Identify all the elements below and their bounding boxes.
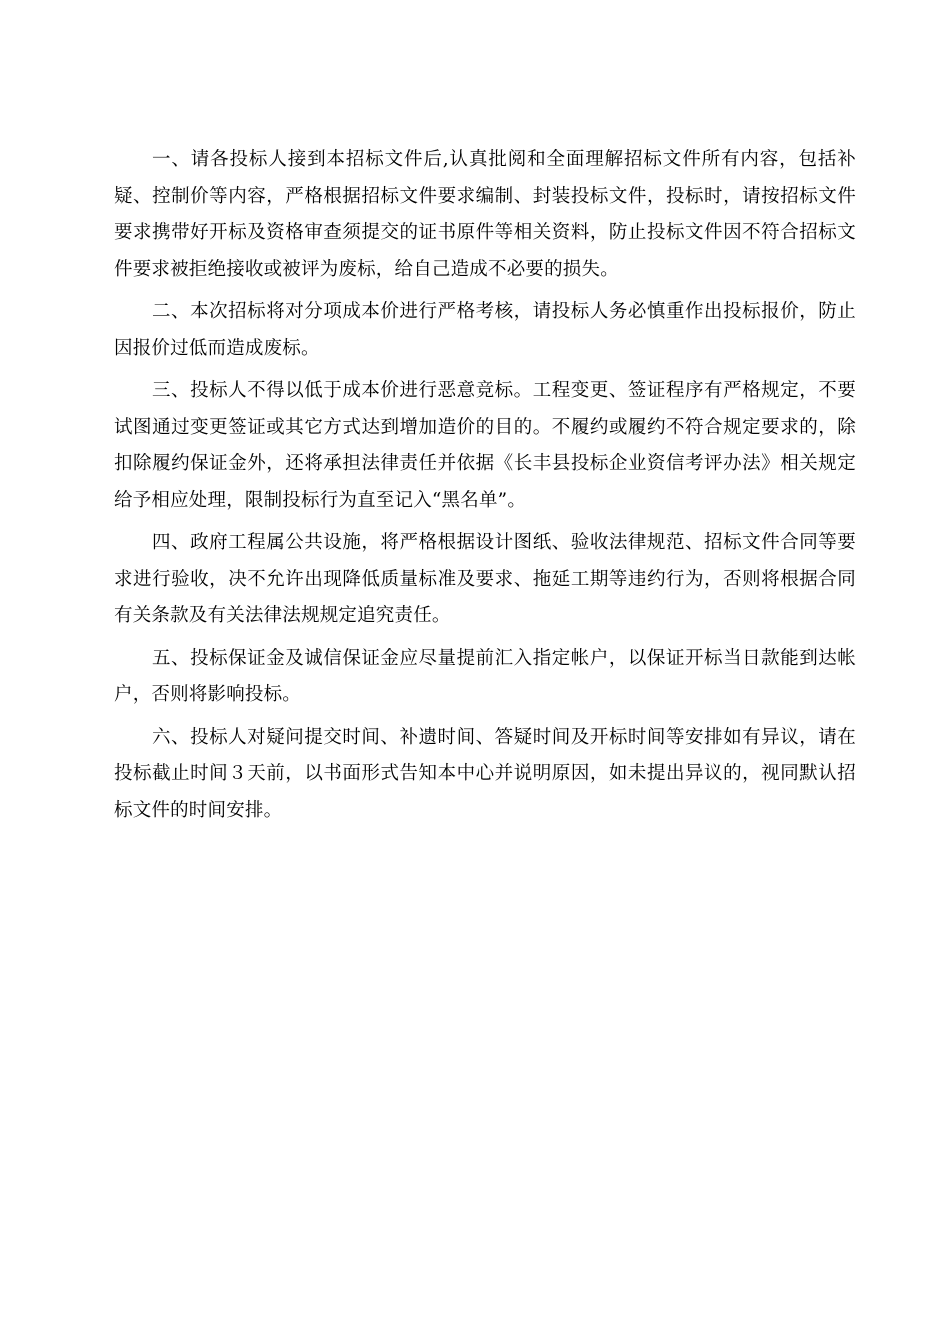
paragraph-6: 六、投标人对疑问提交时间、补遗时间、答疑时间及开标时间等安排如有异议，请在投标截止时间３天前，以书面形式告知本中心并说明原因，如未提出异议的，视同默认招标文件的时间安排。 [114, 726, 856, 821]
document-body [114, 142, 856, 835]
paragraph-1: 一、请各投标人接到本招标文件后,认真批阅和全面理解招标文件所有内容，包括补疑、控制价等内容，严格根据招标文件要求编制、封装投标文件，投标时，请按招标文件要求携带好开标及资格审查须提交的证书原件等相关资料，防止投标文件因不符合招标文件要求被拒绝接收或被评为废标，给自己造成不必要的损失。 [114, 149, 856, 280]
paragraph-3: 三、投标人不得以低于成本价进行恶意竞标。工程变更、签证程序有严格规定，不要试图通过变更签证或其它方式达到增加造价的目的。不履约或履约不符合规定要求的，除扣除履约保证金外，还将承担法律责任并依据《长丰县投标企业资信考评办法》相关规定给予相应处理，限制投标行为直至记入“黑名单”。 [114, 380, 856, 511]
paragraph-4: 四、政府工程属公共设施，将严格根据设计图纸、验收法律规范、招标文件合同等要求进行验收，决不允许出现降低质量标准及要求、拖延工期等违约行为，否则将根据合同有关条款及有关法律法规规定追究责任。 [114, 532, 856, 626]
paragraph-2: 二、本次招标将对分项成本价进行严格考核，请投标人务必慎重作出投标报价，防止因报价过低而造成废标。 [114, 301, 856, 359]
paragraph-5: 五、投标保证金及诚信保证金应尽量提前汇入指定帐户，以保证开标当日款能到达帐户，否则将影响投标。 [114, 647, 856, 705]
